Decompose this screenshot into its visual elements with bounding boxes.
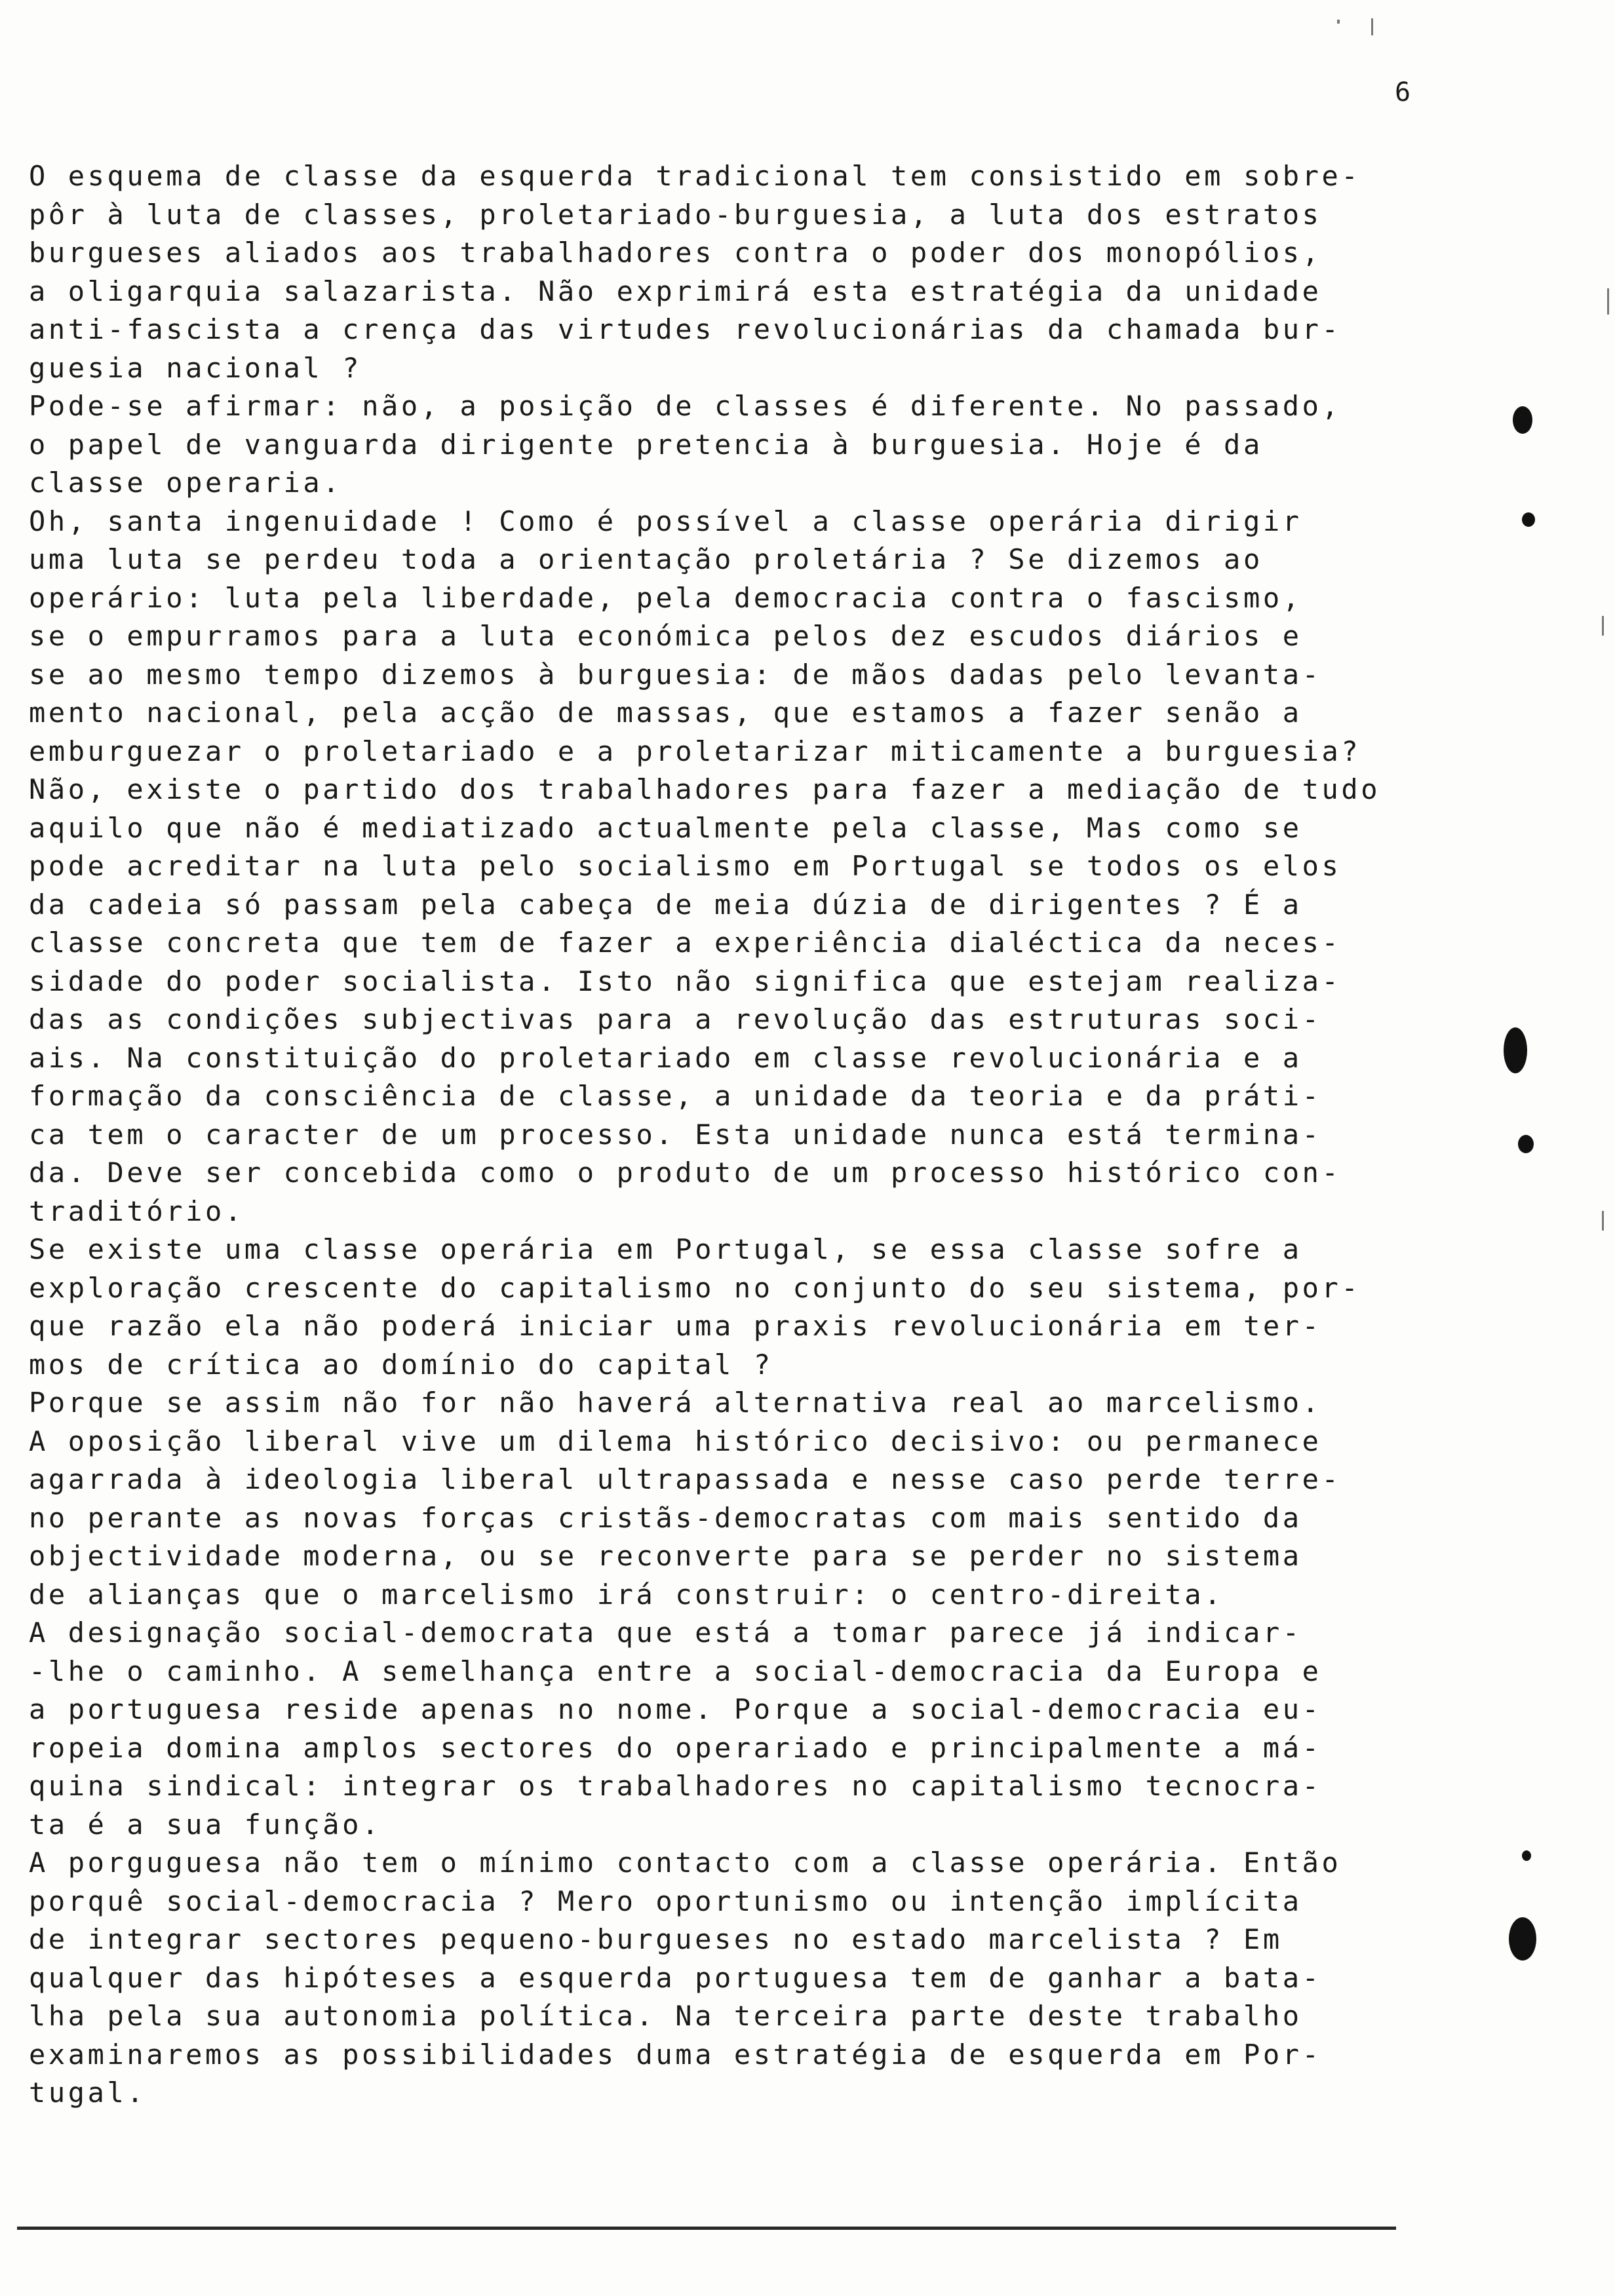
text-line: anti-fascista a crença das virtudes revolucionárias da chamada bur- — [29, 313, 1342, 345]
text-line: pode acreditar na luta pelo socialismo em Portugal se todos os elos — [29, 850, 1342, 882]
text-line: no perante as novas forças cristãs-democratas com mais sentido da — [29, 1501, 1302, 1534]
text-line: mento nacional, pela acção de massas, que estamos a fazer senão a — [29, 697, 1302, 729]
text-line: burgueses aliados aos trabalhadores contra o poder dos monopólios, — [29, 237, 1322, 269]
text-line: o papel de vanguarda dirigente pretencia à burguesia. Hoje é da — [29, 428, 1263, 461]
text-line: agarrada à ideologia liberal ultrapassada e nesse caso perde terre- — [29, 1463, 1342, 1495]
ink-blot — [1518, 1135, 1534, 1153]
document-body — [29, 157, 1576, 2113]
text-line: a portuguesa reside apenas no nome. Porque a social-democracia eu- — [29, 1693, 1322, 1725]
text-line: quina sindical: integrar os trabalhadores no capitalismo tecnocra- — [29, 1770, 1322, 1802]
bottom-rule — [17, 2227, 1396, 2230]
ink-blot — [1504, 1027, 1527, 1073]
ink-blot — [1522, 1850, 1531, 1861]
text-line: da. Deve ser concebida como o produto de um processo histórico con- — [29, 1157, 1342, 1189]
page-number: 6 — [1395, 77, 1412, 107]
text-line: mos de crítica ao domínio do capital ? — [29, 1348, 773, 1381]
ink-blot — [1509, 1917, 1536, 1961]
text-line: porquê social-democracia ? Mero oportunismo ou intenção implícita — [29, 1885, 1302, 1917]
text-line: emburguezar o proletariado e a proletarizar miticamente a burguesia? — [29, 735, 1361, 767]
text-line: Oh, santa ingenuidade ! Como é possível a classe operária dirigir — [29, 505, 1302, 537]
text-line: formação da consciência de classe, a unidade da teoria e da práti- — [29, 1080, 1322, 1112]
text-line: Se existe uma classe operária em Portugal, se essa classe sofre a — [29, 1233, 1302, 1265]
text-line: de integrar sectores pequeno-burgueses no estado marcelista ? Em — [29, 1923, 1283, 1955]
text-line: exploração crescente do capitalismo no conjunto do seu sistema, por- — [29, 1271, 1361, 1304]
text-line: classe concreta que tem de fazer a experiência dialéctica da neces- — [29, 927, 1342, 959]
text-line: se o empurramos para a luta económica pelos dez escudos diários e — [29, 620, 1302, 652]
scan-speck — [1371, 18, 1373, 35]
text-line: A designação social-democrata que está a tomar parece já indicar- — [29, 1617, 1302, 1649]
text-line: que razão ela não poderá iniciar uma praxis revolucionária em ter- — [29, 1310, 1322, 1342]
text-line: guesia nacional ? — [29, 351, 362, 384]
text-line: traditório. — [29, 1195, 244, 1227]
text-line: sidade do poder socialista. Isto não significa que estejam realiza- — [29, 965, 1342, 997]
text-line: Porque se assim não for não haverá alternativa real ao marcelismo. — [29, 1387, 1322, 1419]
ink-blot — [1513, 406, 1532, 434]
text-line: Não, existe o partido dos trabalhadores para fazer a mediação de tudo — [29, 773, 1381, 805]
text-line: se ao mesmo tempo dizemos à burguesia: de mãos dadas pelo levanta- — [29, 658, 1322, 691]
text-line: ropeia domina amplos sectores do operariado e principalmente a má- — [29, 1731, 1322, 1764]
text-line: ta é a sua função. — [29, 1808, 381, 1841]
text-line: ais. Na constituição do proletariado em classe revolucionária e a — [29, 1041, 1302, 1074]
text-line: a oligarquia salazarista. Não exprimirá esta estratégia da unidade — [29, 275, 1322, 307]
scan-speck — [1337, 20, 1340, 24]
text-line: operário: luta pela liberdade, pela democracia contra o fascismo, — [29, 581, 1302, 614]
text-line: aquilo que não é mediatizado actualmente pela classe, Mas como se — [29, 811, 1302, 844]
text-line: O esquema de classe da esquerda tradicional tem consistido em sobre- — [29, 160, 1361, 192]
text-line: objectividade moderna, ou se reconverte para se perder no sistema — [29, 1540, 1302, 1572]
text-line: lha pela sua autonomia política. Na terceira parte deste trabalho — [29, 2000, 1302, 2032]
text-line: uma luta se perdeu toda a orientação proletária ? Se dizemos ao — [29, 543, 1263, 575]
text-line: A porguguesa não tem o mínimo contacto com a classe operária. Então — [29, 1846, 1342, 1879]
text-line: tugal. — [29, 2076, 147, 2109]
text-line: A oposição liberal vive um dilema histórico decisivo: ou permanece — [29, 1425, 1322, 1457]
ink-blot — [1522, 512, 1535, 527]
text-line: da cadeia só passam pela cabeça de meia dúzia de dirigentes ? É a — [29, 888, 1302, 921]
text-line: qualquer das hipóteses a esquerda portuguesa tem de ganhar a bata- — [29, 1961, 1322, 1994]
scan-speck — [1607, 288, 1609, 315]
text-line: pôr à luta de classes, proletariado-burguesia, a luta dos estratos — [29, 198, 1322, 231]
text-line: Pode-se afirmar: não, a posição de classes é diferente. No passado, — [29, 390, 1342, 422]
text-line: -lhe o caminho. A semelhança entre a social-democracia da Europa e — [29, 1655, 1322, 1687]
scan-speck — [1602, 616, 1604, 636]
text-line: classe operaria. — [29, 467, 343, 499]
text-line: das as condições subjectivas para a revolução das estruturas soci- — [29, 1003, 1322, 1035]
text-line: de alianças que o marcelismo irá construir: o centro-direita. — [29, 1578, 1224, 1611]
scan-speck — [1602, 1211, 1604, 1231]
text-line: ca tem o caracter de um processo. Esta unidade nunca está termina- — [29, 1118, 1322, 1151]
text-line: examinaremos as possibilidades duma estratégia de esquerda em Por- — [29, 2038, 1322, 2071]
